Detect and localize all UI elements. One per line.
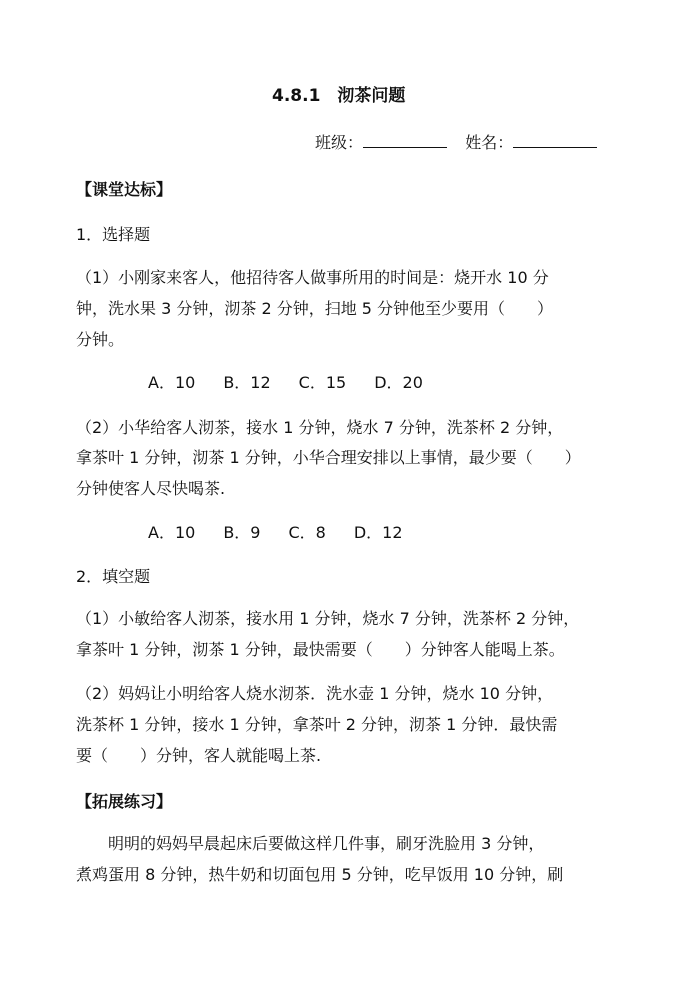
q1-2-line-3: 分钟使客人尽快喝茶.: [76, 479, 226, 498]
q1-2-options: [148, 522, 431, 544]
class-label: 班级：: [315, 133, 364, 152]
q1-2-line-2: 拿茶叶 1 分钟，沏茶 1 分钟，小华合理安排以上事情，最少要（ ）: [76, 448, 581, 467]
section-heading-extension: 【拓展练习】: [76, 792, 173, 811]
name-label: 姓名：: [465, 133, 514, 152]
q1-1-line-2: 钟，洗水果 3 分钟，沏茶 2 分钟，扫地 5 分钟他至少要用（ ）: [76, 299, 554, 318]
question-1-heading: 1．选择题: [76, 225, 151, 244]
option-b: B．12: [223, 373, 271, 392]
q2-1-line-2: 拿茶叶 1 分钟，沏茶 1 分钟，最快需要（ ）分钟客人能喝上茶。: [76, 640, 565, 659]
option-d: D．20: [374, 373, 423, 392]
q1-2-line-1: （2）小华给客人沏茶，接水 1 分钟，烧水 7 分钟，洗茶杯 2 分钟，: [76, 418, 564, 437]
name-blank: [513, 131, 597, 148]
ext-line-2: 煮鸡蛋用 8 分钟，热牛奶和切面包用 5 分钟，吃早饭用 10 分钟，刷: [76, 865, 564, 884]
q1-1-options: [148, 372, 451, 394]
q1-1-line-1: （1）小刚家来客人，他招待客人做事所用的时间是：烧开水 10 分: [76, 268, 549, 287]
option-c: C．8: [288, 523, 326, 542]
page-title: 4.8.1 沏茶问题: [272, 86, 406, 106]
question-2-heading: 2．填空题: [76, 567, 151, 586]
option-a: A．10: [148, 523, 196, 542]
option-b: B．9: [223, 523, 261, 542]
q2-2-line-2: 洗茶杯 1 分钟，接水 1 分钟，拿茶叶 2 分钟，沏茶 1 分钟．最快需: [76, 715, 558, 734]
section-heading-classwork: 【课堂达标】: [76, 180, 173, 199]
q2-1-line-1: （1）小敏给客人沏茶，接水用 1 分钟，烧水 7 分钟，洗茶杯 2 分钟，: [76, 609, 580, 628]
option-d: D．12: [353, 523, 403, 542]
option-c: C．15: [298, 373, 347, 392]
class-blank: [363, 131, 447, 148]
student-info: [315, 131, 597, 154]
option-a: A．10: [148, 373, 196, 392]
q2-2-line-3: 要（ ）分钟，客人就能喝上茶.: [76, 746, 322, 765]
q2-2-line-1: （2）妈妈让小明给客人烧水沏茶．洗水壶 1 分钟，烧水 10 分钟，: [76, 684, 554, 703]
ext-line-1: 明明的妈妈早晨起床后要做这样几件事，刷牙洗脸用 3 分钟，: [76, 834, 545, 853]
q1-1-line-3: 分钟。: [76, 330, 125, 349]
